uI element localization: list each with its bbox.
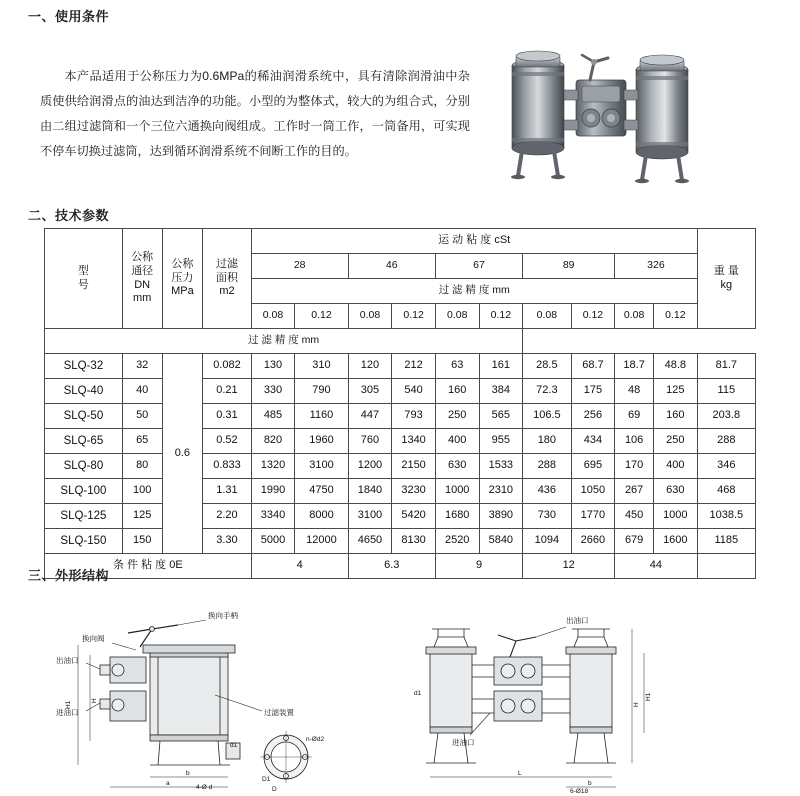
th-accuracy-7: 0.12 bbox=[571, 304, 615, 329]
label-handle: 换向手柄 bbox=[208, 611, 238, 620]
cell-flow-5: 955 bbox=[479, 429, 523, 454]
cell-model: SLQ-40 bbox=[45, 379, 123, 404]
th-area: 过滤 面积 m2 bbox=[203, 229, 251, 329]
th-accuracy-group: 过 滤 精 度 mm bbox=[251, 279, 697, 304]
cell-flow-4: 2520 bbox=[435, 529, 479, 554]
cell-model: SLQ-150 bbox=[45, 529, 123, 554]
th-dn: 公称 通径 DN mm bbox=[122, 229, 162, 329]
cell-flow-9: 630 bbox=[654, 479, 698, 504]
footer-label: 条 件 粘 度 0E bbox=[45, 554, 252, 579]
label-b: b bbox=[186, 770, 190, 777]
footer-value-2: 9 bbox=[435, 554, 522, 579]
th-accuracy-8: 0.08 bbox=[615, 304, 654, 329]
label-valve: 换向阀 bbox=[82, 634, 105, 643]
th-accuracy-6: 0.08 bbox=[523, 304, 571, 329]
cell-flow-3: 793 bbox=[392, 404, 436, 429]
cell-flow-7: 1050 bbox=[571, 479, 615, 504]
cell-flow-1: 790 bbox=[295, 379, 348, 404]
cell-flow-2: 3100 bbox=[348, 504, 392, 529]
cell-dn: 32 bbox=[122, 354, 162, 379]
label-d1-right: d1 bbox=[414, 690, 422, 697]
cell-weight: 203.8 bbox=[697, 404, 755, 429]
cell-flow-4: 1000 bbox=[435, 479, 479, 504]
cell-flow-2: 1200 bbox=[348, 454, 392, 479]
cell-flow-3: 540 bbox=[392, 379, 436, 404]
cell-area: 0.31 bbox=[203, 404, 251, 429]
cell-model: SLQ-125 bbox=[45, 504, 123, 529]
table-footer-row bbox=[45, 554, 756, 579]
cell-flow-6: 180 bbox=[523, 429, 571, 454]
cell-flow-2: 120 bbox=[348, 354, 392, 379]
cell-flow-6: 106.5 bbox=[523, 404, 571, 429]
cell-flow-5: 5840 bbox=[479, 529, 523, 554]
label-h-right: H bbox=[633, 702, 640, 707]
cell-flow-1: 3100 bbox=[295, 454, 348, 479]
cell-flow-0: 820 bbox=[251, 429, 295, 454]
cell-area: 0.21 bbox=[203, 379, 251, 404]
label-D: D bbox=[272, 786, 277, 793]
cell-flow-8: 106 bbox=[615, 429, 654, 454]
cell-flow-5: 161 bbox=[479, 354, 523, 379]
cell-flow-1: 1160 bbox=[295, 404, 348, 429]
footer-value-4: 44 bbox=[615, 554, 697, 579]
label-outlet-right: 出油口 bbox=[566, 616, 589, 625]
cell-flow-4: 400 bbox=[435, 429, 479, 454]
label-inlet: 进油口 bbox=[56, 708, 79, 717]
cell-flow-0: 3340 bbox=[251, 504, 295, 529]
cell-flow-2: 447 bbox=[348, 404, 392, 429]
cell-flow-0: 330 bbox=[251, 379, 295, 404]
spec-table bbox=[44, 228, 756, 579]
cell-flow-6: 436 bbox=[523, 479, 571, 504]
cell-flow-4: 250 bbox=[435, 404, 479, 429]
table-row bbox=[45, 479, 756, 504]
table-row bbox=[45, 429, 756, 454]
cell-weight: 1185 bbox=[697, 529, 755, 554]
section-title-structure: 三、外形结构 bbox=[28, 568, 110, 583]
cell-flow-9: 160 bbox=[654, 404, 698, 429]
cell-model: SLQ-100 bbox=[45, 479, 123, 504]
cell-flow-6: 730 bbox=[523, 504, 571, 529]
cell-flow-7: 68.7 bbox=[571, 354, 615, 379]
cell-area: 1.31 bbox=[203, 479, 251, 504]
label-inlet-right: 进油口 bbox=[452, 738, 475, 747]
cell-area: 0.082 bbox=[203, 354, 251, 379]
cell-flow-9: 1000 bbox=[654, 504, 698, 529]
section-title-usage: 一、使用条件 bbox=[28, 9, 110, 24]
cell-flow-8: 18.7 bbox=[615, 354, 654, 379]
table-row bbox=[45, 454, 756, 479]
cell-flow-3: 1340 bbox=[392, 429, 436, 454]
label-h1: H1 bbox=[65, 700, 72, 709]
cell-flow-8: 450 bbox=[615, 504, 654, 529]
cell-flow-0: 1990 bbox=[251, 479, 295, 504]
table-row bbox=[45, 529, 756, 554]
cell-flow-3: 212 bbox=[392, 354, 436, 379]
cell-dn: 125 bbox=[122, 504, 162, 529]
cell-flow-2: 760 bbox=[348, 429, 392, 454]
label-L-right: L bbox=[518, 770, 522, 777]
th-viscosity-326: 326 bbox=[615, 254, 697, 279]
label-4d: 4-Ø d bbox=[196, 784, 213, 791]
cell-flow-1: 4750 bbox=[295, 479, 348, 504]
footer-value-3: 12 bbox=[523, 554, 615, 579]
th-weight: 重 量 kg bbox=[697, 229, 755, 329]
cell-area: 2.20 bbox=[203, 504, 251, 529]
spec-table-wrapper bbox=[44, 228, 756, 579]
cell-flow-9: 1600 bbox=[654, 529, 698, 554]
cell-flow-5: 3890 bbox=[479, 504, 523, 529]
cell-flow-7: 695 bbox=[571, 454, 615, 479]
product-photo bbox=[490, 20, 730, 185]
cell-flow-7: 2660 bbox=[571, 529, 615, 554]
footer-value-0: 4 bbox=[251, 554, 348, 579]
cell-model: SLQ-65 bbox=[45, 429, 123, 454]
th-viscosity-67: 67 bbox=[435, 254, 522, 279]
cell-flow-2: 305 bbox=[348, 379, 392, 404]
cell-flow-3: 5420 bbox=[392, 504, 436, 529]
cell-flow-0: 5000 bbox=[251, 529, 295, 554]
cell-flow-9: 400 bbox=[654, 454, 698, 479]
cell-flow-1: 310 bbox=[295, 354, 348, 379]
cell-weight: 288 bbox=[697, 429, 755, 454]
th-accuracy-2: 0.08 bbox=[348, 304, 392, 329]
cell-flow-5: 565 bbox=[479, 404, 523, 429]
cell-flow-0: 130 bbox=[251, 354, 295, 379]
cell-flow-8: 267 bbox=[615, 479, 654, 504]
cell-flow-7: 175 bbox=[571, 379, 615, 404]
cell-flow-5: 1533 bbox=[479, 454, 523, 479]
cell-flow-7: 256 bbox=[571, 404, 615, 429]
cell-area: 0.52 bbox=[203, 429, 251, 454]
cell-flow-6: 28.5 bbox=[523, 354, 571, 379]
table-header-row-5 bbox=[45, 329, 756, 354]
cell-flow-7: 434 bbox=[571, 429, 615, 454]
cell-flow-0: 1320 bbox=[251, 454, 295, 479]
footer-blank bbox=[697, 554, 755, 579]
cell-flow-2: 4650 bbox=[348, 529, 392, 554]
cell-dn: 40 bbox=[122, 379, 162, 404]
cell-flow-4: 1680 bbox=[435, 504, 479, 529]
table-row bbox=[45, 354, 756, 379]
label-h: H bbox=[91, 698, 98, 703]
section-title-parameters: 二、技术参数 bbox=[28, 208, 110, 223]
cell-flow-6: 72.3 bbox=[523, 379, 571, 404]
table-row bbox=[45, 504, 756, 529]
cell-flow-1: 1960 bbox=[295, 429, 348, 454]
cell-flow-6: 1094 bbox=[523, 529, 571, 554]
cell-model: SLQ-32 bbox=[45, 354, 123, 379]
th-accuracy-0: 0.08 bbox=[251, 304, 295, 329]
th-accuracy-group-2: 过 滤 精 度 mm bbox=[45, 329, 523, 354]
cell-flow-0: 485 bbox=[251, 404, 295, 429]
th-pressure: 公称 压力 MPa bbox=[162, 229, 203, 329]
cell-weight: 346 bbox=[697, 454, 755, 479]
label-outlet: 出油口 bbox=[56, 656, 79, 665]
cell-model: SLQ-80 bbox=[45, 454, 123, 479]
th-viscosity-89: 89 bbox=[523, 254, 615, 279]
table-row bbox=[45, 379, 756, 404]
cell-pressure: 0.6 bbox=[162, 354, 203, 554]
label-n-d2: n-Ød2 bbox=[306, 736, 325, 743]
th-model: 型 号 bbox=[45, 229, 123, 329]
th-accuracy-3: 0.12 bbox=[392, 304, 436, 329]
th-viscosity-28: 28 bbox=[251, 254, 348, 279]
cell-area: 0.833 bbox=[203, 454, 251, 479]
cell-flow-8: 170 bbox=[615, 454, 654, 479]
cell-flow-4: 63 bbox=[435, 354, 479, 379]
label-b-right: b bbox=[588, 780, 592, 787]
th-accuracy-9: 0.12 bbox=[654, 304, 698, 329]
table-header-row-1 bbox=[45, 229, 756, 254]
cell-flow-5: 2310 bbox=[479, 479, 523, 504]
cell-flow-5: 384 bbox=[479, 379, 523, 404]
cell-flow-3: 8130 bbox=[392, 529, 436, 554]
cell-flow-6: 288 bbox=[523, 454, 571, 479]
cell-flow-8: 69 bbox=[615, 404, 654, 429]
label-dd1: D1 bbox=[262, 776, 271, 783]
cell-dn: 65 bbox=[122, 429, 162, 454]
label-filter-device: 过滤装置 bbox=[264, 708, 294, 717]
cell-flow-3: 3230 bbox=[392, 479, 436, 504]
cell-dn: 100 bbox=[122, 479, 162, 504]
label-a: a bbox=[166, 780, 170, 787]
cell-flow-4: 630 bbox=[435, 454, 479, 479]
cell-flow-1: 8000 bbox=[295, 504, 348, 529]
cell-flow-4: 160 bbox=[435, 379, 479, 404]
cell-flow-9: 250 bbox=[654, 429, 698, 454]
cell-flow-7: 1770 bbox=[571, 504, 615, 529]
th-viscosity: 运 动 粘 度 cSt bbox=[251, 229, 697, 254]
th-accuracy-5: 0.12 bbox=[479, 304, 523, 329]
outline-drawings bbox=[0, 595, 800, 795]
cell-flow-8: 679 bbox=[615, 529, 654, 554]
footer-value-1: 6.3 bbox=[348, 554, 435, 579]
table-row bbox=[45, 404, 756, 429]
th-viscosity-46: 46 bbox=[348, 254, 435, 279]
cell-weight: 1038.5 bbox=[697, 504, 755, 529]
cell-flow-2: 1840 bbox=[348, 479, 392, 504]
intro-paragraph: 本产品适用于公称压力为0.6MPa的稀油润滑系统中，具有清除润滑油中杂质使供给润滑点的油达到洁净的功能。小型的为整体式，较大的为组合式，分别由二组过滤筒和一个三位六通换向阀组成。工作时一筒工作，一筒备用，可实现不停车切换过滤筒，达到循环润滑系统不间断工作的目的。 bbox=[40, 69, 470, 158]
cell-dn: 50 bbox=[122, 404, 162, 429]
cell-weight: 115 bbox=[697, 379, 755, 404]
label-d1: d1 bbox=[230, 742, 238, 749]
cell-flow-9: 125 bbox=[654, 379, 698, 404]
label-6x18: 6-Ø18 bbox=[570, 788, 589, 795]
th-accuracy-4: 0.08 bbox=[435, 304, 479, 329]
cell-dn: 150 bbox=[122, 529, 162, 554]
cell-model: SLQ-50 bbox=[45, 404, 123, 429]
cell-flow-3: 2150 bbox=[392, 454, 436, 479]
th-accuracy-1: 0.12 bbox=[295, 304, 348, 329]
cell-flow-8: 48 bbox=[615, 379, 654, 404]
cell-flow-1: 12000 bbox=[295, 529, 348, 554]
cell-weight: 81.7 bbox=[697, 354, 755, 379]
cell-dn: 80 bbox=[122, 454, 162, 479]
cell-area: 3.30 bbox=[203, 529, 251, 554]
label-h1-right: H1 bbox=[645, 692, 652, 701]
cell-weight: 468 bbox=[697, 479, 755, 504]
cell-flow-9: 48.8 bbox=[654, 354, 698, 379]
